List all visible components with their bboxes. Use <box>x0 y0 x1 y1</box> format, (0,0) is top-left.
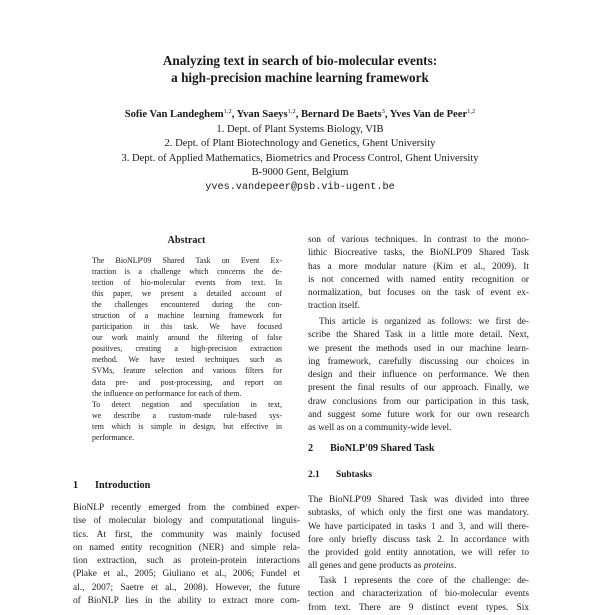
body-line: The BioNLP'09 Shared Task was divided into three <box>308 495 529 505</box>
body-line: traction itself. <box>308 301 360 312</box>
body-line: is not concerned with named entity recognition or <box>308 274 529 285</box>
author-affiliation-mark: 1,2 <box>467 108 476 115</box>
body-line: son of various techniques. In contrast to the mono- <box>308 235 529 245</box>
body-line: and suggest some future work for our own research <box>308 410 529 421</box>
body-line: This article is organized as follows: we first de- <box>319 317 529 327</box>
body-line: tection and characterization of bio-molecular events <box>308 589 529 600</box>
section-title: BioNLP'09 Shared Task <box>330 443 435 454</box>
author-affiliation-mark: 1,2 <box>223 108 232 115</box>
abstract-line: tection of bio-molecular events from text. In <box>92 278 282 288</box>
affiliation-2: 2. Dept. of Plant Biotechnology and Genetics, Ghent University <box>164 138 436 149</box>
subsection-number: 2.1 <box>308 470 320 480</box>
author-affiliation-mark: 1,2 <box>287 108 296 115</box>
body-line: Task 1 represents the core of the challenge: de- <box>319 576 529 586</box>
title-line-2: a high-precision machine learning framework <box>171 70 429 85</box>
body-line: draw conclusions from our participation in this task, <box>308 396 529 407</box>
affiliation-3: 3. Dept. of Applied Mathematics, Biometrics and Process Control, Ghent University <box>121 152 479 164</box>
abstract-line: data pre- and post-processing, and report on <box>92 377 282 387</box>
body-line: scribe the Shared Task in a little more detail. Next, <box>308 330 529 341</box>
title-line-1: Analyzing text in search of bio-molecular events: <box>162 53 438 68</box>
body-line: from text. There are 9 distinct event types. Six <box>308 602 529 613</box>
abstract-line: our work mainly around the filtering of false <box>92 333 282 343</box>
body-line: the provided gold entity annotation, we will refer to <box>308 548 529 559</box>
body-line: ing framework, carefully discussing our choices in <box>308 356 529 367</box>
body-line: we present the methods used in our machine learn- <box>308 343 529 354</box>
paper-title <box>0 52 600 86</box>
body-line <box>308 560 529 573</box>
body-line: We have participated in tasks 1 and 3, and will there- <box>308 521 529 532</box>
author-name: Yves Van de Peer <box>389 109 468 120</box>
abstract-line: To detect negation and speculation in text, <box>92 399 282 409</box>
author-name: Sofie Van Landeghem <box>124 109 224 120</box>
subsection-heading-subtasks <box>308 470 372 480</box>
section-number: 2 <box>308 443 314 454</box>
body-line: al., 2007; Saetre et al., 2008). However, the future <box>73 582 300 593</box>
abstract-line: the challenges encountered during the con- <box>92 300 282 310</box>
body-line: of BioNLP lies in the ability to extract more com- <box>73 596 300 607</box>
section-heading-introduction <box>73 480 150 491</box>
author-affiliation-mark: 3 <box>381 108 385 115</box>
section-heading-shared-task <box>308 443 435 454</box>
subtasks-paragraph-1 <box>308 494 529 574</box>
body-line: tise of molecular biology and computational linguis- <box>73 516 300 527</box>
body-line: has a more modular nature (Kim et al., 2009). It <box>308 261 529 272</box>
abstract-line: the influence on performance for each of them. <box>92 388 242 398</box>
author-block <box>0 108 600 195</box>
author-list: Sofie Van Landeghem$^{1,2}$, Yvan Saeys$^{1,2}$, Bernard De Baets$^3$, Yves Van de Peer$^{1,2}$ <box>124 108 476 120</box>
text-run: . <box>454 561 457 572</box>
abstract-line: this paper, we present a detailed account of <box>92 289 282 299</box>
body-line: on named entity recognition (NER) and simple rela- <box>73 542 300 553</box>
text-run: all genes and gene products as <box>308 561 424 572</box>
body-line: design and their influence on performance. We then <box>308 370 529 381</box>
affiliation-1: 1. Dept. of Plant Systems Biology, VIB <box>216 123 384 135</box>
subsection-title: Subtasks <box>336 470 372 480</box>
abstract-line: traction is a challenge which concerns the de- <box>92 267 282 277</box>
abstract-body <box>92 255 282 443</box>
abstract-line: we describe a custom-made rule-based sys- <box>92 410 282 420</box>
emphasized-term: proteins <box>423 561 455 572</box>
abstract-line: The BioNLP'09 Shared Task on Event Ex- <box>92 256 282 265</box>
abstract-line: method. We have tested techniques such as <box>92 355 282 365</box>
body-line: lithic Biocreative tasks, the BioNLP'09 Shared Task <box>308 248 529 259</box>
body-line: as well as on a community-wide level. <box>308 423 452 434</box>
body-line: tion extraction, such as protein-protein interactions <box>73 556 300 567</box>
abstract-line: SVMs, feature selection and various filters for <box>92 366 282 376</box>
subtasks-paragraph-2 <box>308 575 529 615</box>
author-name: Yvan Saeys <box>236 109 288 120</box>
abstract-line: positives, creating a high-precision extraction <box>92 344 282 354</box>
abstract-line: tem which is simple in design, but effective in <box>92 421 282 431</box>
body-line: normalization, but focuses on the task of event ex- <box>308 288 529 299</box>
body-line: tics. At first, the community was mainly focused <box>73 529 300 540</box>
section-number: 1 <box>73 480 79 491</box>
affiliation-address: B-9000 Gent, Belgium <box>251 167 349 178</box>
right-column-paragraph-1 <box>308 234 529 314</box>
abstract-heading: Abstract <box>167 235 206 246</box>
right-column-paragraph-2 <box>308 316 529 436</box>
abstract-line: struction of a machine learning framework for <box>92 311 282 321</box>
body-line: present the final results of our approach. Finally, we <box>308 383 529 394</box>
abstract-line: participation in this task. We have focused <box>92 322 282 332</box>
introduction-text <box>73 502 300 608</box>
author-name: Bernard De Baets <box>300 109 382 120</box>
section-title: Introduction <box>95 480 151 491</box>
abstract-line: performance. <box>92 432 135 442</box>
body-line: (Plake et al., 2005; Giuliano et al., 2006; Fundel et <box>73 569 300 580</box>
body-line: subtasks, of which only the first one was mandatory. <box>308 508 529 519</box>
contact-email[interactable]: yves.vandepeer@psb.vib-ugent.be <box>205 181 395 193</box>
body-line: fore only briefly discuss task 2. In accordance with <box>308 534 529 545</box>
body-line: BioNLP recently emerged from the combined exper- <box>73 503 300 513</box>
